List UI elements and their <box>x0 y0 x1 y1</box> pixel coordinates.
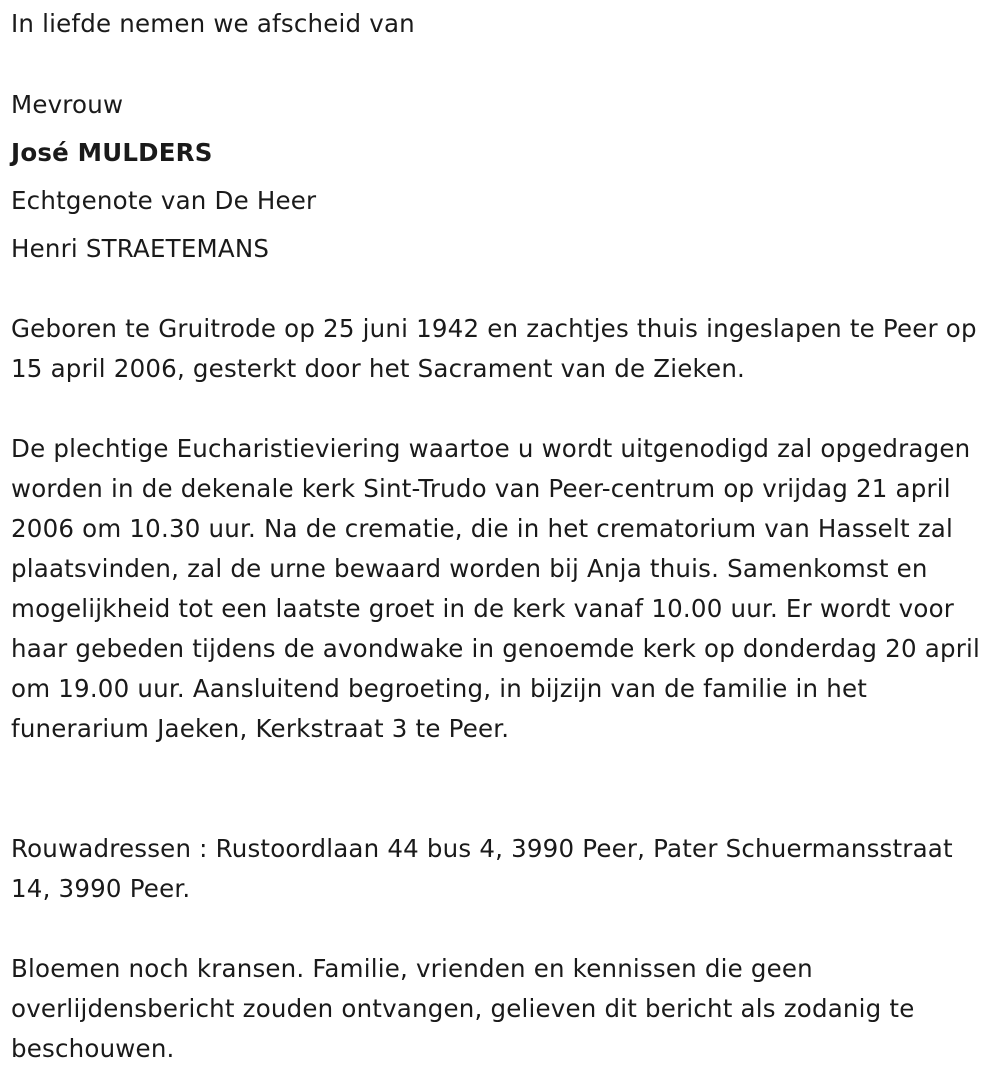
spouse-line-1: Echtgenote van De Heer <box>11 186 317 215</box>
addresses-paragraph: Rouwadressen : Rustoordlaan 44 bus 4, 3990 Peer, Pater Schuermansstraat 14, 3990 Peer. <box>11 834 953 903</box>
deceased-name: José MULDERS <box>11 138 213 167</box>
birth-death-paragraph: Geboren te Gruitrode op 25 juni 1942 en zachtjes thuis ingeslapen te Peer op 15 april 2006, gesterkt door het Sacrament van de Zieken. <box>11 314 977 383</box>
ceremony-paragraph: De plechtige Eucharistieviering waartoe u wordt uitgenodigd zal opgedragen worden in de dekenale kerk Sint-Trudo van Peer-centrum op vrijdag 21 april 2006 om 10.30 uur. Na de crematie, die in het crematorium van Hasselt zal plaatsvinden, zal de urne bewaard worden bij Anja thuis. Samenkomst en mogelijkheid tot een laatste groet in de kerk vanaf 10.00 uur. Er wordt voor haar gebeden tijdens de avondwake in genoemde kerk op donderdag 20 april om 19.00 uur. Aansluitend begroeting, in bijzijn van de familie in het funerarium Jaeken, Kerkstraat 3 te Peer. <box>11 434 980 743</box>
salutation: Mevrouw <box>11 90 124 119</box>
closing-paragraph: Bloemen noch kransen. Familie, vrienden en kennissen die geen overlijdensbericht zouden ontvangen, gelieven dit bericht als zodanig te beschouwen. <box>11 954 915 1063</box>
intro-line: In liefde nemen we afscheid van <box>11 9 415 38</box>
spouse-line-2: Henri STRAETEMANS <box>11 234 270 263</box>
